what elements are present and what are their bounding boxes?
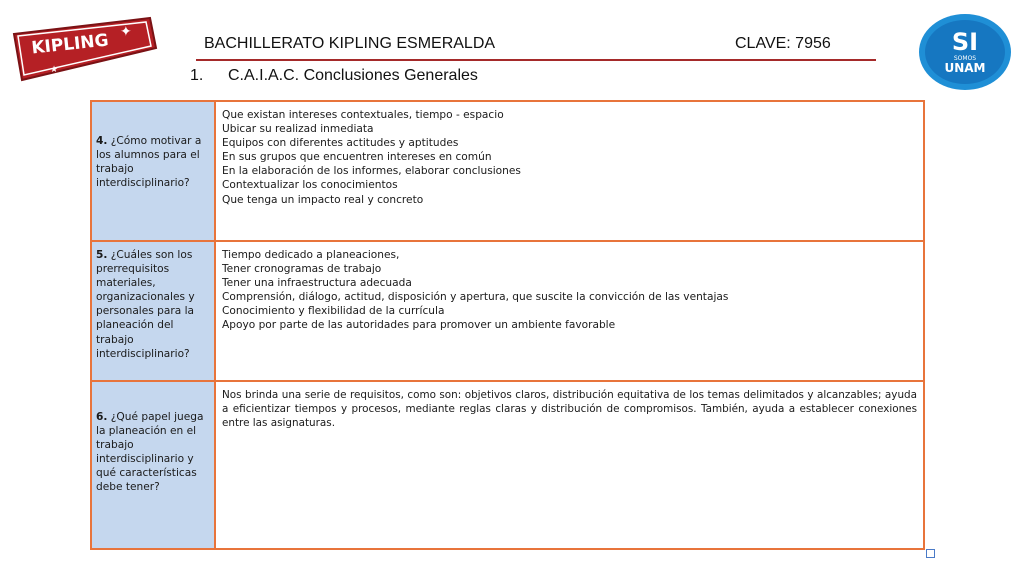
- section-number: 1.: [190, 67, 204, 84]
- question-number: 5.: [96, 249, 108, 261]
- table-row: [91, 241, 924, 381]
- answer-line: En la elaboración de los informes, elaborar conclusiones: [222, 165, 521, 178]
- section-title: C.A.I.A.C. Conclusiones Generales: [228, 67, 478, 84]
- answer-line: Que existan intereses contextuales, tiempo - espacio: [222, 109, 504, 121]
- resize-handle[interactable]: [926, 549, 935, 558]
- kipling-logo: [10, 10, 160, 90]
- question-number: 6.: [96, 411, 108, 423]
- school-code: CLAVE: 7956: [735, 35, 831, 52]
- answer-line: Tiempo dedicado a planeaciones,: [222, 249, 400, 261]
- question-cell: [91, 101, 215, 241]
- answer-line: Conocimiento y flexibilidad de la currícula: [222, 305, 445, 318]
- question-text: ¿Cuáles son los prerrequisitos materiales, organizacionales y personales para la planeación del trabajo interdisciplinario?: [96, 249, 195, 360]
- answer-line: Ubicar su realizad inmediata: [222, 123, 374, 136]
- answer-line: Contextualizar los conocimientos: [222, 179, 398, 192]
- answer-line: En sus grupos que encuentren intereses en común: [222, 151, 492, 164]
- answer-line: Comprensión, diálogo, actitud, disposición y apertura, que suscite la convicción de las ventajas: [222, 291, 729, 304]
- answer-cell: [215, 241, 924, 381]
- answer-line: Apoyo por parte de las autoridades para promover un ambiente favorable: [222, 319, 616, 332]
- question-cell: [91, 381, 215, 549]
- section-heading: [190, 67, 478, 85]
- table-row: [91, 101, 924, 241]
- answer-line: Tener una infraestructura adecuada: [222, 277, 412, 290]
- answer-line: Equipos con diferentes actitudes y aptitudes: [222, 137, 459, 150]
- answer-cell: [215, 101, 924, 241]
- conclusions-table: [90, 100, 925, 550]
- header-rule: [196, 59, 876, 61]
- question-number: 4.: [96, 135, 108, 147]
- logo-unam-text: UNAM: [944, 61, 986, 75]
- kipling-logo-text: KIPLING: [30, 30, 110, 59]
- answer-line: Que tenga un impacto real y concreto: [222, 193, 424, 206]
- logo-si-text: SI: [951, 28, 979, 56]
- question-text: ¿Cómo motivar a los alumnos para el trabajo interdisciplinario?: [96, 135, 202, 190]
- answer-cell: [215, 381, 924, 549]
- svg-text:★: ★: [50, 65, 59, 75]
- table-row: [91, 381, 924, 549]
- question-text: ¿Qué papel juega la planeación en el trabajo interdisciplinario y qué características debe tener?: [96, 411, 204, 494]
- school-name: BACHILLERATO KIPLING ESMERALDA: [204, 35, 496, 52]
- answer-paragraph: Nos brinda una serie de requisitos, como son: objetivos claros, distribución equitativa de los temas delimitados y alcanzables; ayuda a eficientizar tiempos y procesos, mediante reglas claras y distribución de compromisos. También, ayuda a establecer conexiones entre las asignaturas.: [222, 389, 917, 430]
- logo-somos-text: SOMOS: [953, 55, 977, 62]
- somos-unam-logo: [915, 10, 1015, 95]
- svg-text:✦: ✦: [120, 24, 132, 40]
- answer-line: Tener cronogramas de trabajo: [222, 263, 382, 276]
- question-cell: [91, 241, 215, 381]
